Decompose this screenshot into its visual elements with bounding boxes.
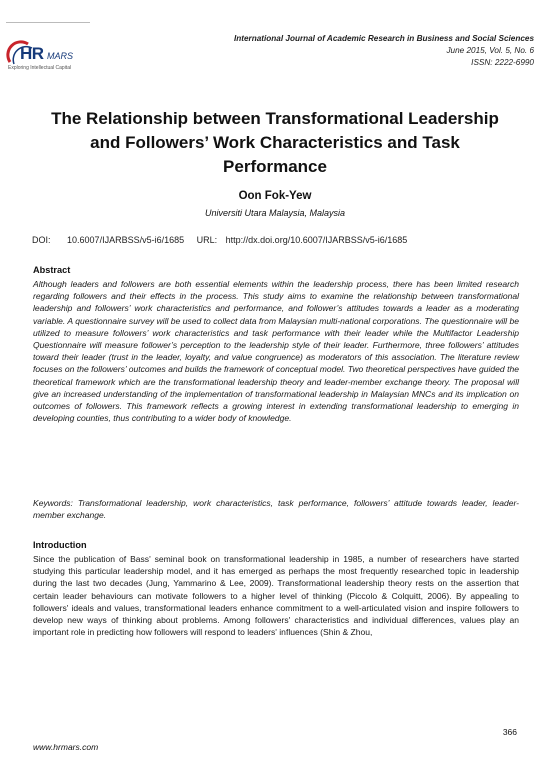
abstract-heading: Abstract bbox=[33, 265, 71, 275]
author-name: Oon Fok-Yew bbox=[238, 190, 312, 202]
keywords: Keywords: Transformational leadership, work characteristics, task performance, followers’ attitude towards leader, leader-member exchange. bbox=[33, 498, 519, 521]
paper-title: The Relationship between Transformational Leadership and Followers’ Work Characteristics and Task Performance bbox=[51, 109, 499, 176]
hrmars-logo bbox=[6, 38, 116, 82]
page-number: 366 bbox=[502, 727, 517, 737]
author-affiliation: Universiti Utara Malaysia, Malaysia bbox=[204, 208, 346, 218]
abstract-body: Although leaders and followers are both essential elements within the leadership process, there has been limited research regarding followers and their effects in the process. This study aims to examine the relationship between transformational leadership and followers’ work characteristics and performance, and follower’s attitudes towards a leader as a moderating variable. A questionnaire survey will be used to collect data from Malaysian multi-national corporations. The questionnaire will be utilized to measure followers’ work characteristics and task performance with their leader while the Multifactor Leadership Questionnaire will measure follower’s perception to the leadership style of their leader. Furthermore, three followers’ attitudes toward their leader (trust in the leader, loyalty, and value congruence) as moderators of this association. The literature review focuses on the followers’ outcomes and builds the framework of conceptual model. Two theoretical perspectives have guided the theoretical framework which are the transformational leadership theory and leader-member exchange theory. The proposal will give an increased understanding of the implementation of transformational leadership in Malaysian MNCs and its implication on outcomes of followers. This framework reflects a growing interest in extending transformational leadership to emerging in developing counties, thus contributing to a wider body of knowledge. bbox=[33, 279, 519, 424]
logo-wordmark-hr: HR bbox=[20, 44, 44, 63]
journal-header bbox=[234, 33, 534, 69]
introduction-heading: Introduction bbox=[33, 540, 87, 550]
introduction-body: Since the publication of Bass' seminal book on transformational leadership in 1985, a number of researchers have started studying this particular leadership model, and it has emerged as perhaps the most frequently researched topic in leadership during the last two decades (Jung, Yammarino & Lee, 2009). Transformational leadership theory rests on the assertion that certain leader behaviours can motivate followers to a higher level of thinking (Piccolo & Colquitt, 2006). By appealing to followers' ideals and values, transformational leaders enhance commitment to a well-articulated vision and inspire followers to develop new ways of thinking about problems. Among followers' characteristics and individual differences, values play an important role in predicting how followers will respond to leaders' influences (Shin & Zhou, bbox=[33, 554, 519, 638]
url-link[interactable]: http://dx.doi.org/10.6007/IJARBSS/v5-i6/1685 bbox=[225, 235, 408, 245]
logo-tagline: Exploring Intellectual Capital bbox=[8, 65, 72, 71]
url-label: URL: bbox=[196, 235, 218, 245]
journal-issue: June 2015, Vol. 5, No. 6 bbox=[446, 46, 534, 55]
journal-name: International Journal of Academic Research in Business and Social Sciences bbox=[233, 34, 534, 43]
identifier-row bbox=[32, 235, 407, 245]
header-rule bbox=[6, 22, 90, 23]
doi-value[interactable]: 10.6007/IJARBSS/v5-i6/1685 bbox=[67, 235, 185, 245]
journal-issn: ISSN: 2222-6990 bbox=[471, 58, 534, 67]
logo-wordmark-mars: MARS bbox=[47, 51, 74, 61]
footer-website[interactable]: www.hrmars.com bbox=[33, 742, 99, 752]
doi-label: DOI: bbox=[32, 235, 51, 245]
